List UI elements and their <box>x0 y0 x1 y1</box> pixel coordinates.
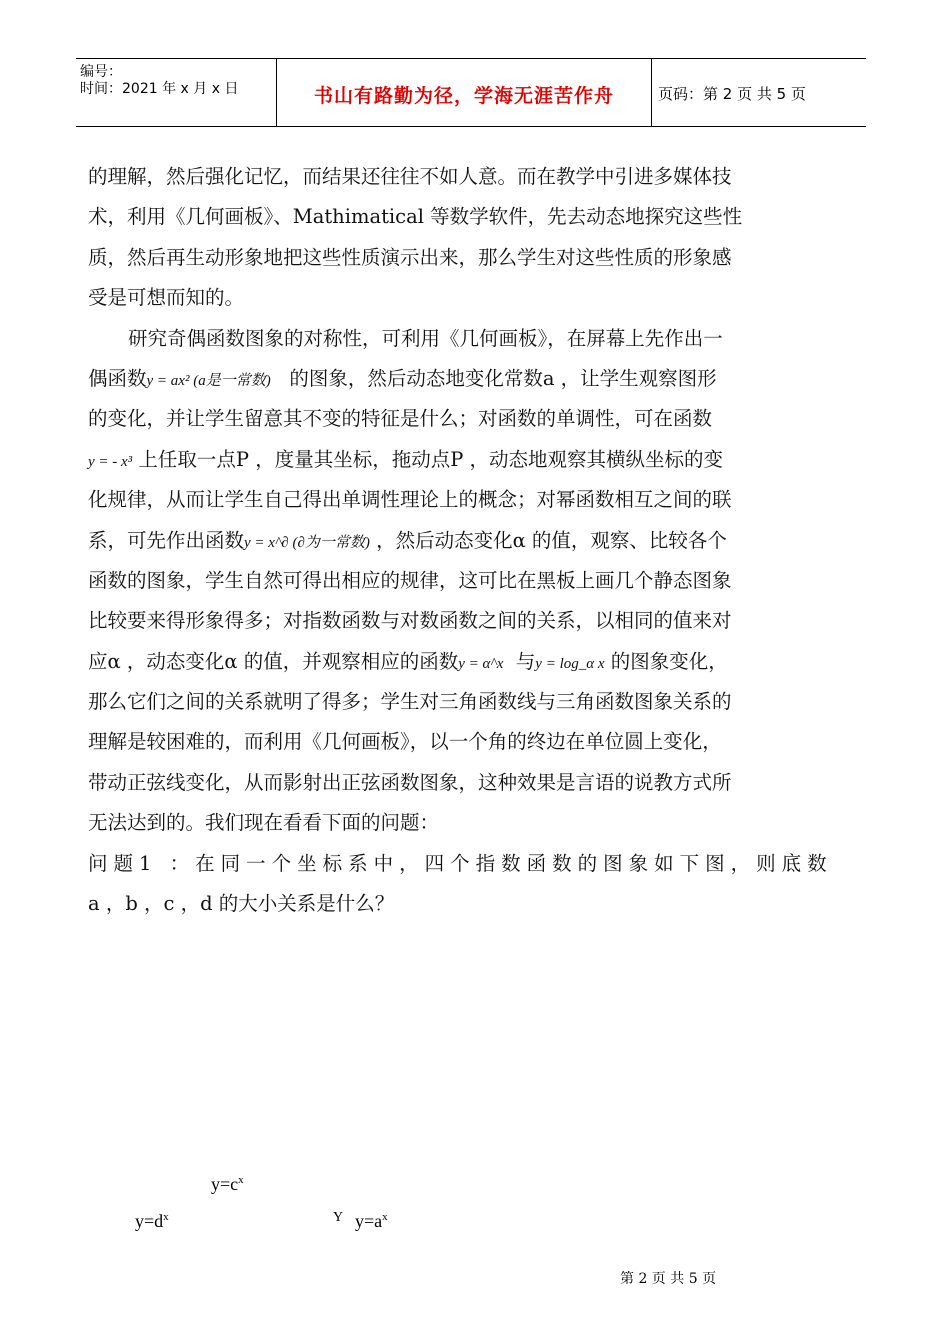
page-header <box>76 58 866 127</box>
text-line: 术，利用《几何画板》、Mathimatical 等数学软件，先去动态地探究这些性 <box>88 205 743 228</box>
figure-label-a: $y=a^x$ <box>355 1211 388 1231</box>
text-line: 研究奇偶函数图象的对称性，可利用《几何画板》，在屏幕上先作出一 <box>128 327 723 350</box>
motto: 书山有路勤为径，学海无涯苦作舟 <box>313 85 614 107</box>
text-line <box>88 647 728 677</box>
text-line: 比较要来得形象得多；对指数函数与对数函数之间的关系，以相同的值来对 <box>88 609 732 632</box>
math-expression: y = x^∂ (∂为一常数) <box>244 535 370 551</box>
figure-label-d: $y=d^x$ <box>135 1211 169 1231</box>
text-line: a ，b ，c ，d 的大小关系是什么？ <box>88 892 395 915</box>
text-segment: ，然后动态变化α 的值，观察、比较各个 <box>376 529 727 552</box>
text-segment: 应α ，动态变化α 的值，并观察相应的函数 <box>88 650 459 673</box>
text-line <box>88 445 723 475</box>
text-line: 的变化，并让学生留意其不变的特征是什么；对函数的单调性，可在函数 <box>88 407 713 430</box>
text-segment: 系，可先作出函数 <box>88 529 245 552</box>
header-meta-cell <box>76 59 277 126</box>
math-expression: y = α^x <box>458 656 504 672</box>
text-line <box>88 364 717 394</box>
figure-label-c: $y=c^x$ <box>211 1174 244 1194</box>
page-info: 页码：第 2 页 共 5 页 <box>658 85 806 103</box>
text-line: 无法达到的。我们现在看看下面的问题： <box>88 811 440 834</box>
text-line: 理解是较困难的，而利用《几何画板》，以一个角的终边在单位圆上变化， <box>88 730 722 753</box>
number-label: 编号： <box>80 64 122 80</box>
text-line: 的理解，然后强化记忆，而结果还往往不如人意。而在教学中引进多媒体技 <box>88 165 732 188</box>
text-line: 化规律，从而让学生自己得出单调性理论上的概念；对幂函数相互之间的联 <box>88 488 732 511</box>
header-page-cell <box>652 59 866 126</box>
text-segment: 的图象，然后动态地变化常数a ，让学生观察图形 <box>289 367 717 390</box>
figure-axis-y: Y <box>333 1210 344 1225</box>
math-expression: y = - x³ <box>88 454 133 470</box>
text-line: 受是可想而知的。 <box>88 286 245 309</box>
math-expression: y = log_α x <box>535 656 605 672</box>
text-segment: 与 <box>515 650 536 673</box>
text-segment: 偶函数 <box>88 367 147 390</box>
text-line: 函数的图象，学生自然可得出相应的规律，这可比在黑板上画几个静态图象 <box>88 569 732 592</box>
header-motto-cell <box>277 59 652 126</box>
page-footer: 第 2 页 共 5 页 <box>620 1271 717 1287</box>
text-line: 问题1 ：在同一个坐标系中，四个指数函数的图象如下图，则底数 <box>88 852 833 875</box>
text-line: 那么它们之间的关系就明了得多；学生对三角函数线与三角函数图象关系的 <box>88 690 732 713</box>
text-line <box>88 526 727 556</box>
text-line: 带动正弦线变化，从而影射出正弦函数图象，这种效果是言语的说教方式所 <box>88 771 732 794</box>
text-segment: 上任取一点P ，度量其坐标，拖动点P ，动态地观察其横纵坐标的变 <box>138 448 724 471</box>
math-expression: y = ax² (a是一常数) <box>146 373 271 389</box>
date-label: 时间：2021 年 x 月 x 日 <box>80 81 239 97</box>
text-line: 质，然后再生动形象地把这些性质演示出来，那么学生对这些性质的形象感 <box>88 246 732 269</box>
text-segment: 的图象变化， <box>610 650 728 673</box>
